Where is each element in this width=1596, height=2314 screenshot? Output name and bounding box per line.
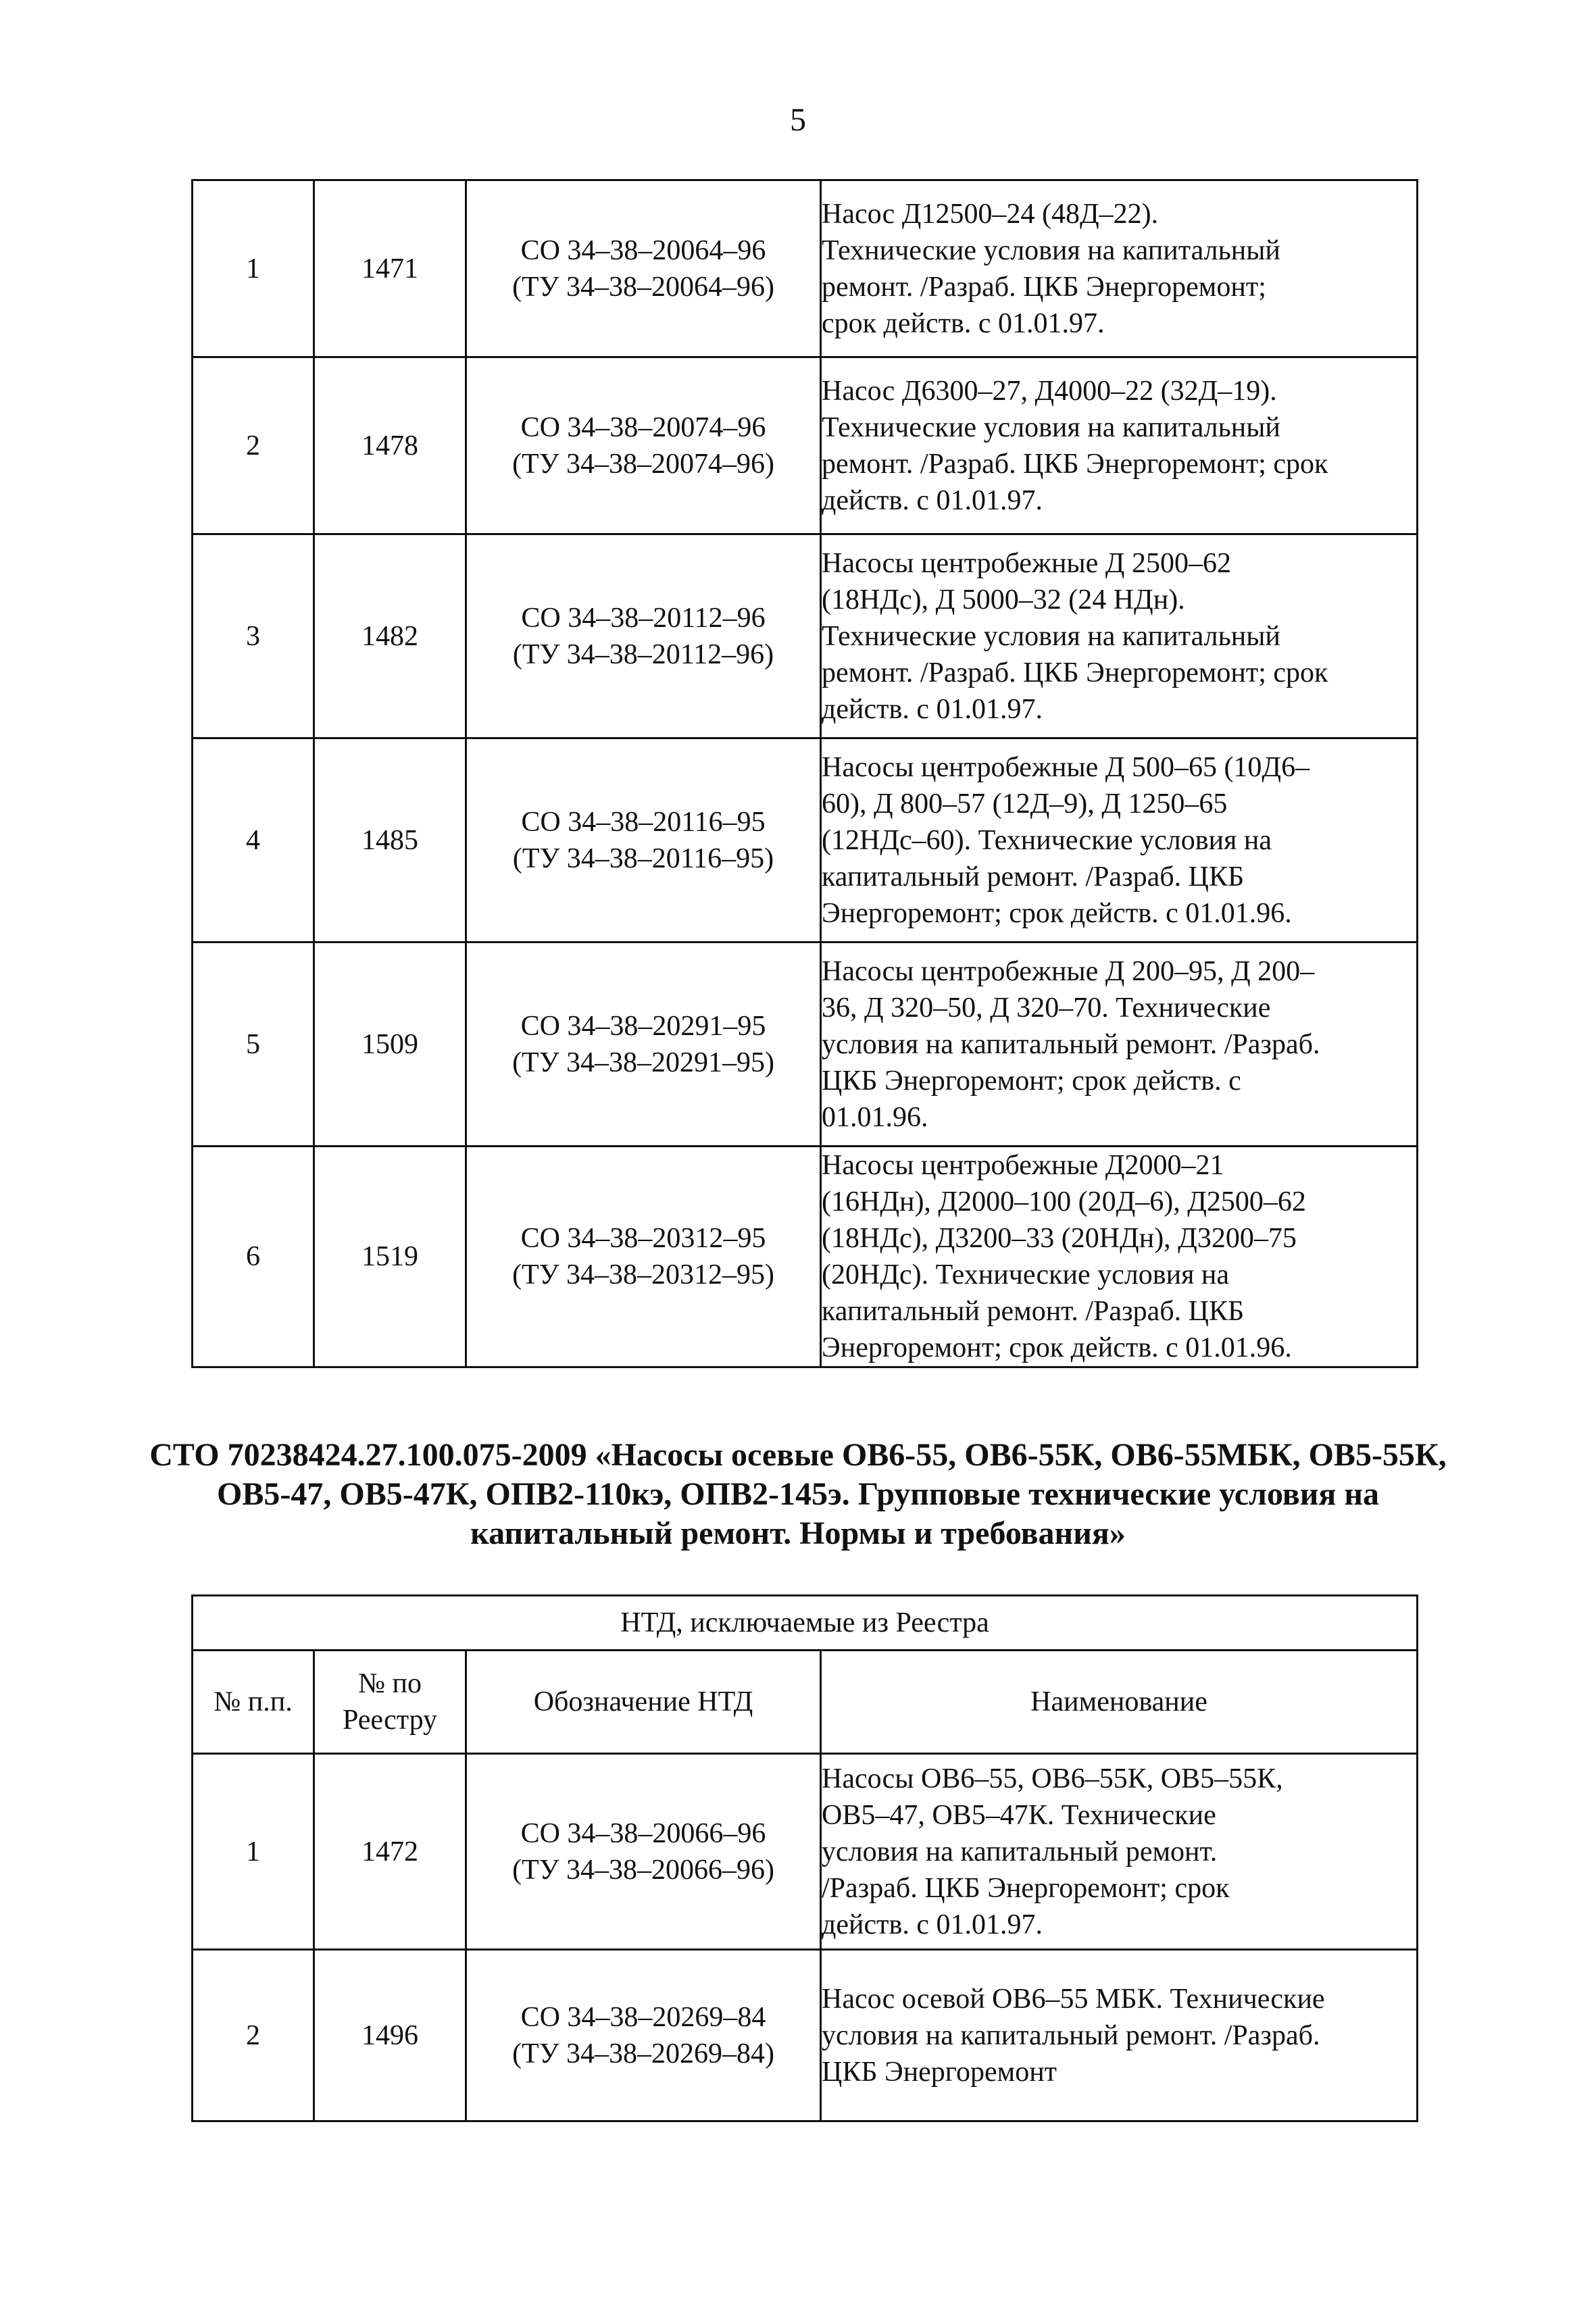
section-heading: СТО 70238424.27.100.075-2009 «Насосы осевые ОВ6-55, ОВ6-55К, ОВ6-55МБК, ОВ5-55К, ОВ5-47, ОВ5-47К, ОПВ2-110кэ, ОПВ2-145э. Групповые технические условия на капитальный ремонт. Нормы и требования»	[149, 1437, 1447, 1551]
registry-number: 1485	[314, 738, 466, 942]
document-title: Насосы ОВ6–55, ОВ6–55К, ОВ5–55К, ОВ5–47, ОВ5–47К. Технические условия на капитальный ремонт. /Разраб. ЦКБ Энергоремонт; срок действ. с 01.01.97.	[821, 1754, 1418, 1950]
table-row	[193, 534, 1418, 738]
table-row	[193, 738, 1418, 942]
row-number: 1	[193, 1754, 314, 1950]
row-number: 5	[193, 942, 314, 1147]
table-row	[193, 1950, 1418, 2121]
registry-number: 1509	[314, 942, 466, 1147]
document-code: СО 34–38–20066–96 (ТУ 34–38–20066–96)	[466, 1754, 821, 1950]
registry-number: 1472	[314, 1754, 466, 1950]
document-title: Насос Д12500–24 (48Д–22). Технические условия на капитальный ремонт. /Разраб. ЦКБ Энергоремонт; срок действ. с 01.01.97.	[821, 180, 1418, 357]
row-number: 4	[193, 738, 314, 942]
document-code: СО 34–38–20112–96 (ТУ 34–38–20112–96)	[466, 534, 821, 738]
excluded-documents-table	[191, 1594, 1418, 2122]
column-header-registry: № по Реестру	[314, 1651, 466, 1754]
page-number: 5	[790, 102, 806, 138]
table-row	[193, 1754, 1418, 1950]
row-number: 6	[193, 1147, 314, 1367]
column-header-number: № п.п.	[193, 1651, 314, 1754]
row-number: 3	[193, 534, 314, 738]
registry-number: 1482	[314, 534, 466, 738]
document-title: Насосы центробежные Д2000–21 (16НДн), Д2000–100 (20Д–6), Д2500–62 (18НДс), Д3200–33 (20НДн), Д3200–75 (20НДс). Технические условия на капитальный ремонт. /Разраб. ЦКБ Энергоремонт; срок действ. с 01.01.96.	[821, 1147, 1418, 1367]
row-number: 2	[193, 357, 314, 534]
document-code: СО 34–38–20064–96 (ТУ 34–38–20064–96)	[466, 180, 821, 357]
table-row	[193, 1147, 1418, 1367]
document-title: Насос осевой ОВ6–55 МБК. Технические условия на капитальный ремонт. /Разраб. ЦКБ Энергоремонт	[821, 1950, 1418, 2121]
table-header-row	[193, 1651, 1418, 1754]
row-number: 2	[193, 1950, 314, 2121]
registry-number: 1496	[314, 1950, 466, 2121]
table-row	[193, 942, 1418, 1147]
row-number: 1	[193, 180, 314, 357]
column-header-name: Наименование	[821, 1651, 1418, 1754]
registry-number: 1519	[314, 1147, 466, 1367]
table-row	[193, 180, 1418, 357]
document-title: Насосы центробежные Д 2500–62 (18НДс), Д 5000–32 (24 НДн). Технические условия на капитальный ремонт. /Разраб. ЦКБ Энергоремонт; срок действ. с 01.01.97.	[821, 534, 1418, 738]
table-caption: НТД, исключаемые из Реестра	[193, 1596, 1418, 1651]
registry-number: 1471	[314, 180, 466, 357]
document-code: СО 34–38–20291–95 (ТУ 34–38–20291–95)	[466, 942, 821, 1147]
registry-number: 1478	[314, 357, 466, 534]
table-caption-row	[193, 1596, 1418, 1651]
document-code: СО 34–38–20269–84 (ТУ 34–38–20269–84)	[466, 1950, 821, 2121]
column-header-code: Обозначение НТД	[466, 1651, 821, 1754]
document-title: Насосы центробежные Д 200–95, Д 200– 36, Д 320–50, Д 320–70. Технические условия на капитальный ремонт. /Разраб. ЦКБ Энергоремонт; срок действ. с 01.01.96.	[821, 942, 1418, 1147]
table-row	[193, 357, 1418, 534]
document-code: СО 34–38–20074–96 (ТУ 34–38–20074–96)	[466, 357, 821, 534]
registry-table-continued	[191, 179, 1418, 1368]
document-title: Насос Д6300–27, Д4000–22 (32Д–19). Технические условия на капитальный ремонт. /Разраб. ЦКБ Энергоремонт; срок действ. с 01.01.97.	[821, 357, 1418, 534]
document-code: СО 34–38–20312–95 (ТУ 34–38–20312–95)	[466, 1147, 821, 1367]
document-title: Насосы центробежные Д 500–65 (10Д6– 60), Д 800–57 (12Д–9), Д 1250–65 (12НДс–60). Технические условия на капитальный ремонт. /Разраб. ЦКБ Энергоремонт; срок действ. с 01.01.96.	[821, 738, 1418, 942]
document-code: СО 34–38–20116–95 (ТУ 34–38–20116–95)	[466, 738, 821, 942]
